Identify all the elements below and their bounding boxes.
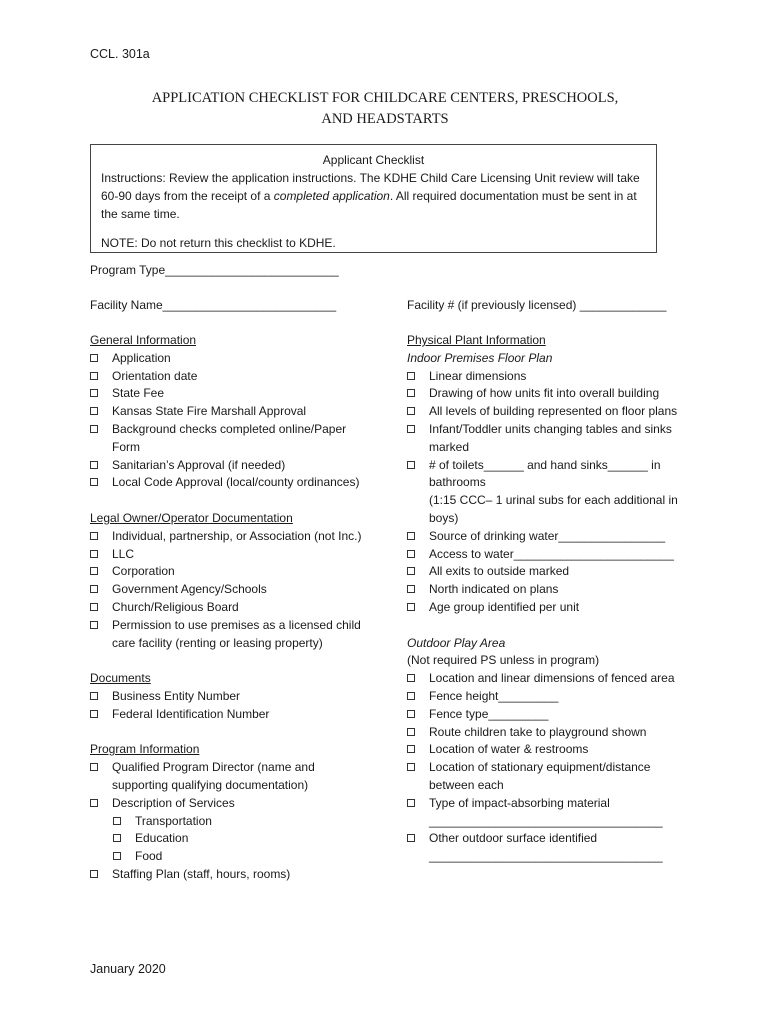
checklist-item-label: Individual, partnership, or Association (not Inc.) bbox=[112, 528, 362, 543]
checklist-item[interactable] bbox=[90, 546, 370, 564]
checklist-item[interactable] bbox=[407, 724, 682, 742]
program-checklist bbox=[90, 759, 370, 812]
documents-checklist bbox=[90, 688, 370, 724]
checkbox-icon[interactable] bbox=[407, 674, 415, 682]
section-heading-physical: Physical Plant Information bbox=[407, 333, 546, 347]
checkbox-icon[interactable] bbox=[407, 532, 415, 540]
checkbox-icon[interactable] bbox=[113, 852, 121, 860]
checklist-item-label: Access to water________________________ bbox=[429, 546, 674, 561]
checklist-item[interactable] bbox=[90, 421, 370, 457]
checklist-item-label: Location and linear dimensions of fenced area bbox=[429, 671, 675, 686]
checklist-item[interactable] bbox=[407, 795, 682, 831]
checklist-item-label: Source of drinking water________________ bbox=[429, 528, 666, 543]
checkbox-icon[interactable] bbox=[407, 728, 415, 736]
checkbox-icon[interactable] bbox=[407, 372, 415, 380]
checklist-item[interactable] bbox=[407, 830, 682, 866]
checkbox-icon[interactable] bbox=[90, 585, 98, 593]
checklist-item-label: Location of water & restrooms bbox=[429, 742, 589, 757]
facility-number-field[interactable]: Facility # (if previously licensed) _____________ bbox=[407, 298, 667, 312]
checkbox-icon[interactable] bbox=[407, 407, 415, 415]
instructions-emphasis: completed application bbox=[273, 189, 390, 203]
checkbox-icon[interactable] bbox=[90, 407, 98, 415]
checklist-item-label: All levels of building represented on floor plans bbox=[429, 404, 678, 419]
checkbox-icon[interactable] bbox=[407, 389, 415, 397]
checklist-item[interactable] bbox=[90, 866, 370, 884]
checkbox-icon[interactable] bbox=[407, 799, 415, 807]
checkbox-icon[interactable] bbox=[407, 550, 415, 558]
checklist-item-label: Other outdoor surface identified ___________________________________ bbox=[429, 831, 663, 864]
checklist-item[interactable] bbox=[407, 457, 682, 528]
checklist-item[interactable] bbox=[90, 457, 370, 475]
program-services-checklist bbox=[90, 813, 370, 866]
section-heading-program: Program Information bbox=[90, 742, 200, 757]
checklist-item[interactable] bbox=[90, 617, 370, 653]
section-heading-documents: Documents bbox=[90, 671, 151, 686]
checkbox-icon[interactable] bbox=[90, 461, 98, 469]
checklist-item[interactable] bbox=[90, 581, 370, 599]
section-heading-general: General Information bbox=[90, 333, 197, 347]
checklist-item-label: Staffing Plan (staff, hours, rooms) bbox=[112, 866, 291, 881]
checklist-item-label: All exits to outside marked bbox=[429, 564, 570, 579]
instructions-text: Instructions: Review the application instructions. The KDHE Child Care Licensing Unit review will take 60-90 days from the receipt of a completed application. All required documentation must be sent in at the same time. bbox=[101, 171, 640, 221]
checklist-item[interactable] bbox=[90, 403, 370, 421]
checkbox-icon[interactable] bbox=[90, 603, 98, 611]
checklist-item-label: Location of stationary equipment/distance between each bbox=[429, 760, 651, 792]
checklist-item-label: Corporation bbox=[112, 564, 175, 579]
checkbox-icon[interactable] bbox=[113, 817, 121, 825]
checklist-item-label: Type of impact-absorbing material ___________________________________ bbox=[429, 795, 663, 828]
footer-date: January 2020 bbox=[90, 962, 166, 976]
checklist-item-label: Food bbox=[135, 849, 163, 864]
checklist-heading: Applicant Checklist bbox=[322, 153, 425, 167]
checkbox-icon[interactable] bbox=[90, 532, 98, 540]
title-line-2: AND HEADSTARTS bbox=[321, 111, 449, 127]
checklist-item-label: Infant/Toddler units changing tables and sinks marked bbox=[429, 421, 672, 454]
checklist-item-label: Education bbox=[135, 831, 189, 846]
checklist-item[interactable] bbox=[407, 403, 682, 421]
checklist-item-label: North indicated on plans bbox=[429, 582, 559, 597]
checklist-item-label: Linear dimensions bbox=[429, 368, 527, 383]
checkbox-icon[interactable] bbox=[90, 621, 98, 629]
section-heading-legal: Legal Owner/Operator Documentation bbox=[90, 510, 293, 525]
checklist-item-label: Business Entity Number bbox=[112, 688, 241, 703]
checklist-item-label: Sanitarian’s Approval (if needed) bbox=[112, 457, 286, 472]
instructions-box bbox=[90, 144, 657, 253]
checklist-item[interactable] bbox=[407, 385, 682, 403]
checklist-item[interactable] bbox=[407, 759, 682, 795]
checklist-item-label: Transportation bbox=[135, 813, 212, 828]
checklist-item[interactable] bbox=[407, 741, 682, 759]
checkbox-icon[interactable] bbox=[407, 834, 415, 842]
checklist-item[interactable] bbox=[90, 688, 370, 706]
section-heading-outdoor: Outdoor Play Area bbox=[407, 635, 506, 650]
checklist-item[interactable] bbox=[407, 421, 682, 457]
checkbox-icon[interactable] bbox=[90, 354, 98, 362]
checkbox-icon[interactable] bbox=[407, 603, 415, 611]
checklist-item-label: Background checks completed online/Paper Form bbox=[112, 421, 347, 454]
checklist-item-label: Application bbox=[112, 350, 171, 365]
checklist-item[interactable] bbox=[90, 830, 370, 848]
checklist-item-label: LLC bbox=[112, 546, 135, 561]
checkbox-icon[interactable] bbox=[90, 710, 98, 718]
checklist-item-label: # of toilets______ and hand sinks______ in bathrooms (1:15 CCC– 1 urinal subs for each additional in boys) bbox=[429, 457, 678, 525]
checkbox-icon[interactable] bbox=[90, 550, 98, 558]
left-column bbox=[90, 332, 370, 884]
checkbox-icon[interactable] bbox=[407, 425, 415, 433]
checkbox-icon[interactable] bbox=[90, 425, 98, 433]
checkbox-icon[interactable] bbox=[90, 389, 98, 397]
facility-name-field[interactable]: Facility Name__________________________ bbox=[90, 298, 337, 312]
checkbox-icon[interactable] bbox=[90, 799, 98, 807]
checklist-item[interactable] bbox=[407, 670, 682, 688]
outdoor-note: (Not required PS unless in program) bbox=[407, 653, 600, 668]
checklist-item[interactable] bbox=[407, 546, 682, 564]
program-type-field[interactable]: Program Type__________________________ bbox=[90, 263, 339, 277]
form-code: CCL. 301a bbox=[90, 47, 150, 61]
legal-checklist bbox=[90, 528, 370, 653]
checkbox-icon[interactable] bbox=[90, 692, 98, 700]
right-column bbox=[407, 332, 682, 866]
checkbox-icon[interactable] bbox=[90, 372, 98, 380]
checklist-item-label: Orientation date bbox=[112, 368, 198, 383]
checklist-item-label: Description of Services bbox=[112, 795, 235, 810]
instructions-note: NOTE: Do not return this checklist to KDHE. bbox=[101, 236, 336, 250]
checklist-item-label: Government Agency/Schools bbox=[112, 582, 267, 597]
physical-checklist bbox=[407, 368, 682, 617]
checklist-item[interactable] bbox=[90, 759, 370, 795]
checklist-item[interactable] bbox=[90, 599, 370, 617]
checklist-item[interactable] bbox=[407, 563, 682, 581]
checklist-item-label: Permission to use premises as a licensed child care facility (renting or leasing property) bbox=[112, 617, 361, 650]
checkbox-icon[interactable] bbox=[90, 870, 98, 878]
checkbox-icon[interactable] bbox=[407, 763, 415, 771]
checklist-item-label: Federal Identification Number bbox=[112, 706, 270, 721]
checklist-item-label: Local Code Approval (local/county ordinances) bbox=[112, 475, 360, 490]
checklist-item-label: Route children take to playground shown bbox=[429, 724, 647, 739]
checklist-item[interactable] bbox=[90, 474, 370, 492]
checkbox-icon[interactable] bbox=[113, 834, 121, 842]
checkbox-icon[interactable] bbox=[90, 567, 98, 575]
checklist-item[interactable] bbox=[407, 368, 682, 386]
checklist-item-label: State Fee bbox=[112, 386, 165, 401]
checklist-item-label: Kansas State Fire Marshall Approval bbox=[112, 404, 307, 419]
checklist-item[interactable] bbox=[90, 813, 370, 831]
checklist-item-label: Drawing of how units fit into overall building bbox=[429, 386, 660, 401]
checkbox-icon[interactable] bbox=[407, 745, 415, 753]
checklist-item[interactable] bbox=[90, 848, 370, 866]
title-line-1: APPLICATION CHECKLIST FOR CHILDCARE CENTERS, PRESCHOOLS, bbox=[151, 90, 619, 106]
checkbox-icon[interactable] bbox=[90, 763, 98, 771]
checklist-item[interactable] bbox=[90, 368, 370, 386]
checklist-item[interactable] bbox=[407, 581, 682, 599]
checkbox-icon[interactable] bbox=[407, 585, 415, 593]
checklist-item[interactable] bbox=[407, 706, 682, 724]
checklist-item[interactable] bbox=[407, 688, 682, 706]
checklist-item-label: Qualified Program Director (name and supporting qualifying documentation) bbox=[112, 760, 315, 792]
checklist-item-label: Fence height_________ bbox=[429, 688, 559, 703]
checklist-item-label: Fence type_________ bbox=[429, 706, 549, 721]
checklist-item[interactable] bbox=[90, 528, 370, 546]
section-subheading-indoor: Indoor Premises Floor Plan bbox=[407, 350, 553, 365]
checklist-item[interactable] bbox=[90, 350, 370, 368]
document-title bbox=[0, 88, 770, 130]
checklist-item[interactable] bbox=[90, 385, 370, 403]
checklist-item-label: Age group identified per unit bbox=[429, 599, 580, 614]
checklist-item[interactable] bbox=[90, 795, 370, 813]
checklist-item[interactable] bbox=[407, 528, 682, 546]
checklist-item[interactable] bbox=[407, 599, 682, 617]
checklist-item[interactable] bbox=[90, 563, 370, 581]
general-checklist bbox=[90, 350, 370, 492]
checkbox-icon[interactable] bbox=[407, 567, 415, 575]
outdoor-checklist bbox=[407, 670, 682, 866]
checklist-item-label: Church/Religious Board bbox=[112, 599, 239, 614]
checkbox-icon[interactable] bbox=[90, 478, 98, 486]
checkbox-icon[interactable] bbox=[407, 710, 415, 718]
checkbox-icon[interactable] bbox=[407, 692, 415, 700]
checkbox-icon[interactable] bbox=[407, 461, 415, 469]
checklist-item[interactable] bbox=[90, 706, 370, 724]
